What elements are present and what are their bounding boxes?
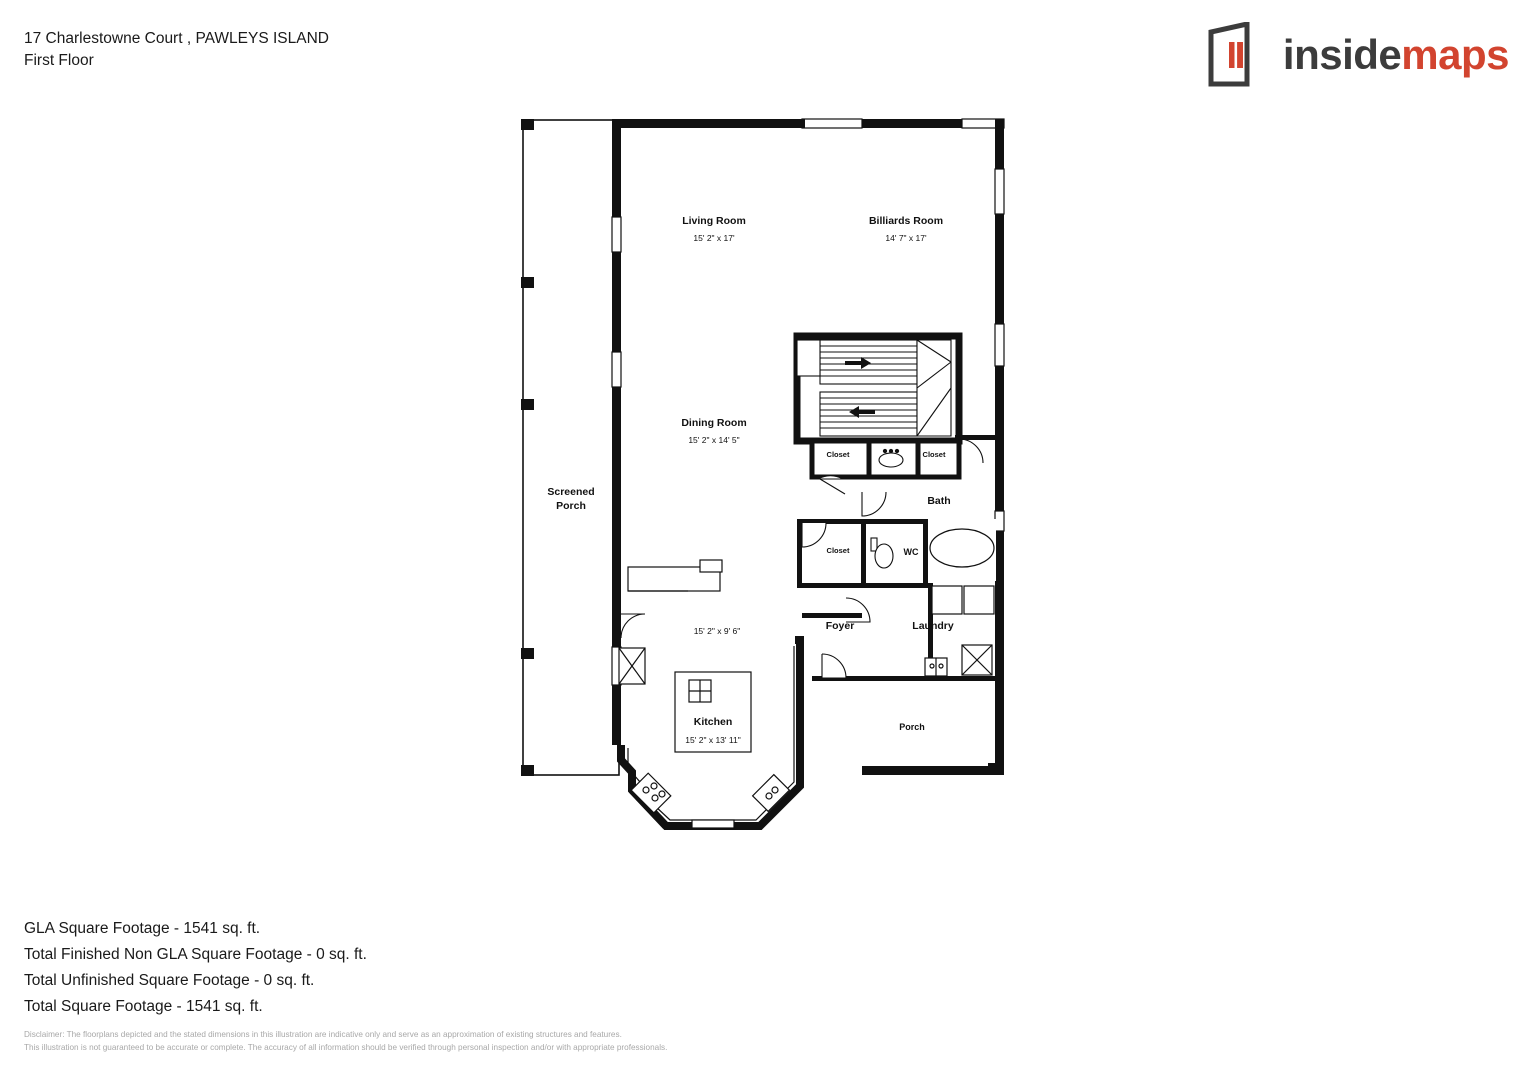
room-label-laundry: Laundry [912, 620, 954, 632]
gla-square-footage: GLA Square Footage - 1541 sq. ft. [24, 920, 261, 937]
room-dim-kitchen: 15' 2" x 13' 11" [685, 735, 741, 745]
logo-text-maps: maps [1401, 31, 1509, 78]
property-address: 17 Charlestowne Court , PAWLEYS ISLAND [24, 30, 329, 47]
square-footage-summary [24, 916, 367, 1020]
room-label-bath: Bath [927, 495, 951, 507]
room-label-foyer: Foyer [825, 620, 855, 632]
room-dim-dining-room: 15' 2" x 14' 5" [688, 435, 740, 445]
unfinished-square-footage: Total Unfinished Square Footage - 0 sq. ft. [24, 972, 315, 989]
room-label-wc: WC [903, 547, 919, 557]
logo-text-inside: inside [1282, 31, 1402, 78]
screened-porch-line1: Screened [547, 486, 595, 498]
room-label-porch: Porch [899, 722, 925, 732]
screened-porch-line2: Porch [556, 500, 586, 512]
disclaimer-line-2: This illustration is not guaranteed to be accurate or complete. The accuracy of all information should be verified through personal inspection and/or with appropriate professionals. [24, 1043, 668, 1052]
room-label-dining-room: Dining Room [681, 417, 747, 429]
non-gla-square-footage: Total Finished Non GLA Square Footage - 0 sq. ft. [24, 946, 367, 963]
closet-label-1: Closet [826, 450, 850, 459]
disclaimer [24, 1028, 667, 1054]
total-square-footage: Total Square Footage - 1541 sq. ft. [24, 998, 263, 1015]
closet-label-2: Closet [922, 450, 946, 459]
floor-label: First Floor [24, 52, 94, 69]
closet-label-3: Closet [826, 546, 850, 555]
room-label-billiards-room: Billiards Room [868, 215, 944, 227]
room-dim-billiards-room: 14' 7" x 17' [885, 233, 927, 243]
room-label-living-room: Living Room [682, 215, 746, 227]
room-label-screened-porch [547, 485, 594, 513]
dining-extra-dimension: 15' 2" x 9' 6" [693, 626, 741, 636]
room-dim-living-room: 15' 2" x 17' [693, 233, 735, 243]
disclaimer-line-1: Disclaimer: The floorplans depicted and the stated dimensions in this illustration are indicative only and serve as an approximation of existing structures and features. [24, 1030, 622, 1039]
room-label-kitchen: Kitchen [693, 716, 733, 728]
